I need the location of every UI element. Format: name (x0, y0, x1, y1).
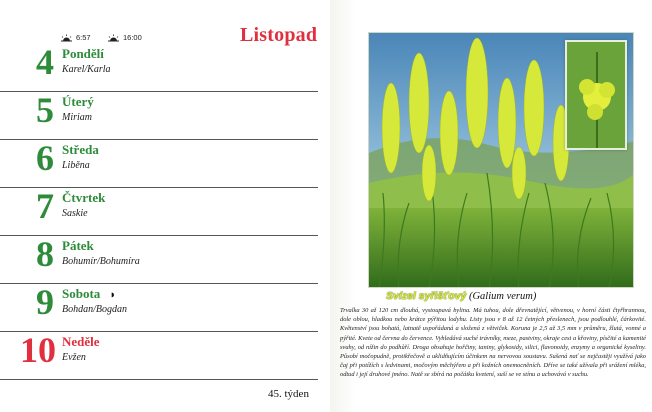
plant-description: Trvalka 30 až 120 cm dlouhá, vystoupavá bylina. Má tuhou, dole dřevnatějící, větvenou, v horní části čtyřhrannou, dole oblou, hladkou nebo krátce pýřitou lodyhu. Listy jsou v 8 až 12 četných přeslenech, jsou podlouhlé, čárkovité. Květenství jsou bohatá, latnatě uspořádaná a složená z větviček. Koruna je 2,5 až 3,5 mm v průměru, žlutá, vonné a pýřité. Kvete od června do července. Vyhledává suché trávníky, meze, pastviny, okraje cest a křoviny, písčité a kamenité svahy, od nížin do podhůří. Droga obsahuje hořčiny, taniny, glykosidy, silici, flavonoidy, enzymy a organické kyseliny. Působí močopudně, protikřečově a uklidňujícím účinkem na nervovou soustavu. Sušená nať se nejčastěji využívá jako čaj při potížích s ledvinami, močovým měchýřem a při kožních onemocněních. Dříve se také užívala při srážení mléka, odtud i její druhové jméno. Natě se sbírá na počátku kvetení, suší se ve stínu a uchovává v suchu. (340, 307, 646, 379)
names-day: Saskie (62, 208, 88, 219)
names-day: Karel/Karla (62, 64, 111, 75)
week-number: 45. týden (268, 388, 309, 400)
names-day: Bohumír/Bohumíra (62, 256, 140, 267)
weekday-name-with-moon (62, 286, 116, 302)
sunset-icon (107, 34, 120, 42)
day-row (0, 236, 318, 284)
day-number: 6 (36, 138, 54, 178)
month-title: Listopad (240, 24, 318, 46)
weekday-name: Úterý (62, 94, 94, 109)
day-number: 7 (36, 186, 54, 226)
day-number: 8 (36, 234, 54, 274)
weekday-name: Čtvrtek (62, 190, 106, 205)
plant-page (330, 0, 652, 412)
day-number: 5 (36, 90, 54, 130)
row-divider (0, 379, 318, 380)
weekday-name: Pátek (62, 238, 94, 253)
day-number: 10 (20, 330, 56, 370)
names-day: Miriam (62, 112, 92, 123)
day-number: 4 (36, 42, 54, 82)
names-day: Liběna (62, 160, 90, 171)
plant-name (386, 290, 536, 302)
day-row (0, 284, 318, 332)
day-row (0, 92, 318, 140)
weekday-name: Středa (62, 142, 99, 157)
day-row-sunday (0, 332, 318, 380)
day-row (0, 188, 318, 236)
plant-latin-name: (Galium verum) (468, 291, 537, 302)
weekday-name: Sobota (62, 286, 101, 301)
sunset-info (107, 33, 142, 42)
sunrise-time: 6:57 (76, 33, 91, 42)
moon-first-quarter-icon: ◗ (109, 289, 117, 301)
plant-czech-name: Svízel syřišťový (386, 290, 467, 302)
day-row (0, 140, 318, 188)
flower-detail-illustration (567, 42, 625, 148)
names-day: Evžen (62, 352, 86, 363)
sunrise-info (60, 33, 91, 42)
sunset-time: 16:00 (123, 33, 142, 42)
names-day: Bohdan/Bogdan (62, 304, 127, 315)
sunrise-icon (60, 34, 73, 42)
flower-detail-inset (565, 40, 627, 150)
weekday-name: Neděle (62, 334, 100, 349)
day-row (0, 44, 318, 92)
day-number: 9 (36, 282, 54, 322)
weekday-name: Pondělí (62, 46, 104, 61)
